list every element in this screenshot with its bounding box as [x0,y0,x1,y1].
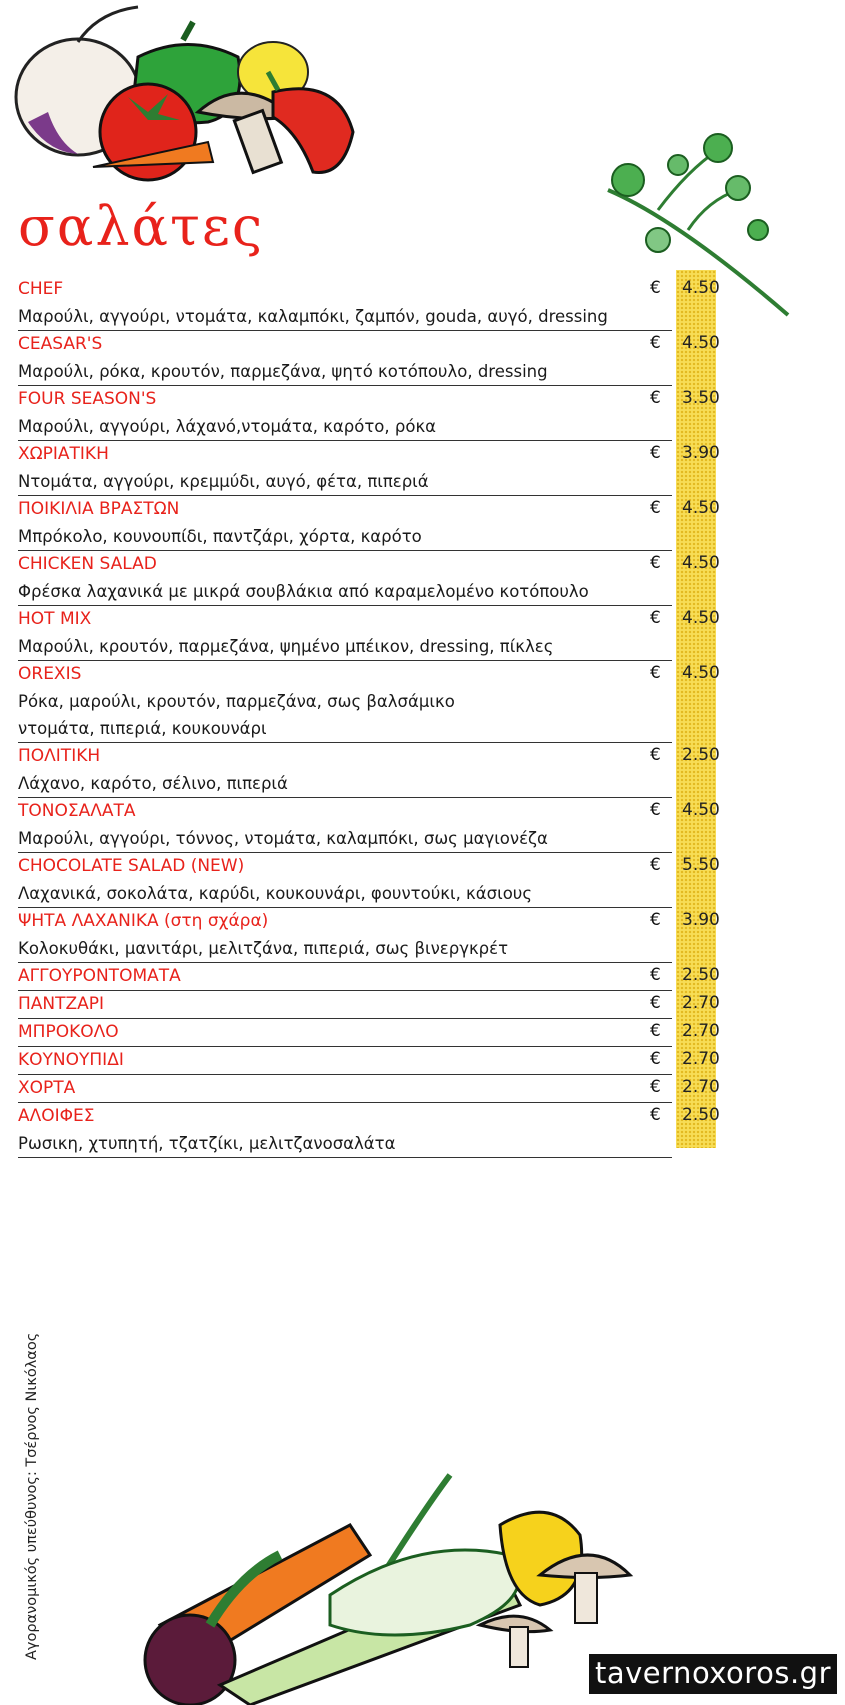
currency-symbol: € [650,1049,661,1069]
credit-text: Αγορανομικός υπεύθυνος: Τσέρνος Νικόλαος [24,1332,40,1660]
menu-item [18,661,720,743]
menu-item [18,743,720,798]
menu-item [18,1103,720,1158]
menu-item [18,496,720,551]
item-description: Ρωσικη, χτυπητή, τζατζίκι, μελιτζανοσαλάτα [18,1134,396,1153]
item-name: ΜΠΡΟΚΟΛΟ [18,1022,119,1042]
item-price: 4.50 [682,800,720,820]
menu-item-row [18,551,720,578]
item-price: 3.90 [682,910,720,930]
item-name: CHOCOLATE SALAD (NEW) [18,856,245,876]
menu-item-row [18,853,720,880]
currency-symbol: € [650,965,661,985]
vegetables-top-illustration [8,2,358,192]
currency-symbol: € [650,855,661,875]
item-price: 2.50 [682,1105,720,1125]
currency-symbol: € [650,663,661,683]
item-price: 2.70 [682,1077,720,1097]
menu-item-row [18,331,720,358]
currency-symbol: € [650,553,661,573]
divider [18,1157,672,1158]
item-price: 4.50 [682,608,720,628]
menu-item [18,991,720,1019]
currency-symbol: € [650,1021,661,1041]
menu-item-row [18,963,720,990]
item-description: Λάχανο, καρότο, σέλινο, πιπεριά [18,774,288,793]
menu-item-row [18,386,720,413]
item-price: 4.50 [682,278,720,298]
website-watermark: tavernoxoros.gr [589,1654,837,1694]
item-price: 3.90 [682,443,720,463]
item-name: CHICKEN SALAD [18,554,157,574]
item-name: ΑΛΟΙΦΕΣ [18,1106,95,1126]
menu-item-row [18,798,720,825]
item-price: 5.50 [682,855,720,875]
menu-item [18,606,720,661]
item-name: FOUR SEASON'S [18,389,157,409]
item-name: CEASAR'S [18,334,103,354]
menu-item-row [18,1047,720,1074]
item-price: 4.50 [682,498,720,518]
currency-symbol: € [650,910,661,930]
menu-item-row [18,1075,720,1102]
item-price: 4.50 [682,333,720,353]
currency-symbol: € [650,745,661,765]
menu-item-row [18,908,720,935]
item-name: HOT MIX [18,609,92,629]
item-description: ντομάτα, πιπεριά, κουκουνάρι [18,719,267,738]
item-price: 2.70 [682,1021,720,1041]
menu-list [18,276,720,1158]
menu-item [18,551,720,606]
currency-symbol: € [650,333,661,353]
menu-item-row [18,496,720,523]
currency-symbol: € [650,993,661,1013]
menu-item-row [18,991,720,1018]
menu-item [18,276,720,331]
item-price: 4.50 [682,553,720,573]
menu-item [18,1019,720,1047]
item-description: Μαρούλι, αγγούρι, λάχανό,ντομάτα, καρότο, ρόκα [18,417,437,436]
item-price: 4.50 [682,663,720,683]
item-name: ΠΟΛΙΤΙΚΗ [18,746,101,766]
item-name: ΤΟΝΟΣΑΛΑΤΑ [18,801,136,821]
vegetables-bottom-illustration [120,1455,650,1705]
section-title: σαλάτες [18,195,265,258]
menu-item [18,1047,720,1075]
item-name: ΠΟΙΚΙΛΙΑ ΒΡΑΣΤΩΝ [18,499,180,519]
item-price: 2.70 [682,993,720,1013]
currency-symbol: € [650,388,661,408]
item-name: ΨΗΤΑ ΛΑΧΑΝΙΚΑ (στη σχάρα) [18,911,269,931]
item-price: 2.70 [682,1049,720,1069]
item-description: Μαρούλι, κρουτόν, παρμεζάνα, ψημένο μπέικον, dressing, πίκλες [18,637,554,656]
item-name: ΧΟΡΤΑ [18,1078,76,1098]
item-description: Λαχανικά, σοκολάτα, καρύδι, κουκουνάρι, φουντούκι, κάσιους [18,884,533,903]
item-description: Φρέσκα λαχανικά με μικρά σουβλάκια από καραμελομένο κοτόπουλο [18,582,589,601]
item-name: ΚΟΥΝΟΥΠΙΔΙ [18,1050,124,1070]
currency-symbol: € [650,608,661,628]
currency-symbol: € [650,498,661,518]
item-description: Μαρούλι, ρόκα, κρουτόν, παρμεζάνα, ψητό κοτόπουλο, dressing [18,362,548,381]
item-price: 2.50 [682,745,720,765]
menu-item [18,1075,720,1103]
currency-symbol: € [650,1077,661,1097]
menu-item [18,386,720,441]
currency-symbol: € [650,278,661,298]
item-name: ΧΩΡΙΑΤΙΚΗ [18,444,109,464]
currency-symbol: € [650,1105,661,1125]
menu-item-row [18,743,720,770]
menu-item-row [18,441,720,468]
item-description: Μαρούλι, αγγούρι, ντομάτα, καλαμπόκι, ζαμπόν, gouda, αυγό, dressing [18,307,608,326]
item-description: Ντομάτα, αγγούρι, κρεμμύδι, αυγό, φέτα, πιπεριά [18,472,429,491]
item-name: CHEF [18,279,64,299]
menu-item-row [18,276,720,303]
item-description: Κολοκυθάκι, μανιτάρι, μελιτζάνα, πιπεριά, σως βινεργκρέτ [18,939,509,958]
item-name: ΠΑΝΤΖΑΡΙ [18,994,105,1014]
menu-item [18,963,720,991]
menu-item [18,331,720,386]
menu-item-row [18,606,720,633]
item-price: 3.50 [682,388,720,408]
menu-item [18,798,720,853]
item-description: Μαρούλι, αγγούρι, τόννος, ντομάτα, καλαμπόκι, σως μαγιονέζα [18,829,548,848]
item-name: OREXIS [18,664,82,684]
currency-symbol: € [650,800,661,820]
item-description: Μπρόκολο, κουνουπίδι, παντζάρι, χόρτα, καρότο [18,527,422,546]
menu-item [18,441,720,496]
menu-item-row [18,1103,720,1130]
menu-item-row [18,661,720,688]
item-name: ΑΓΓΟΥΡΟΝΤΟΜΑΤΑ [18,966,181,986]
currency-symbol: € [650,443,661,463]
menu-item-row [18,1019,720,1046]
item-description: Ρόκα, μαρούλι, κρουτόν, παρμεζάνα, σως βαλσάμικο [18,692,455,711]
menu-item [18,908,720,963]
item-price: 2.50 [682,965,720,985]
menu-item [18,853,720,908]
